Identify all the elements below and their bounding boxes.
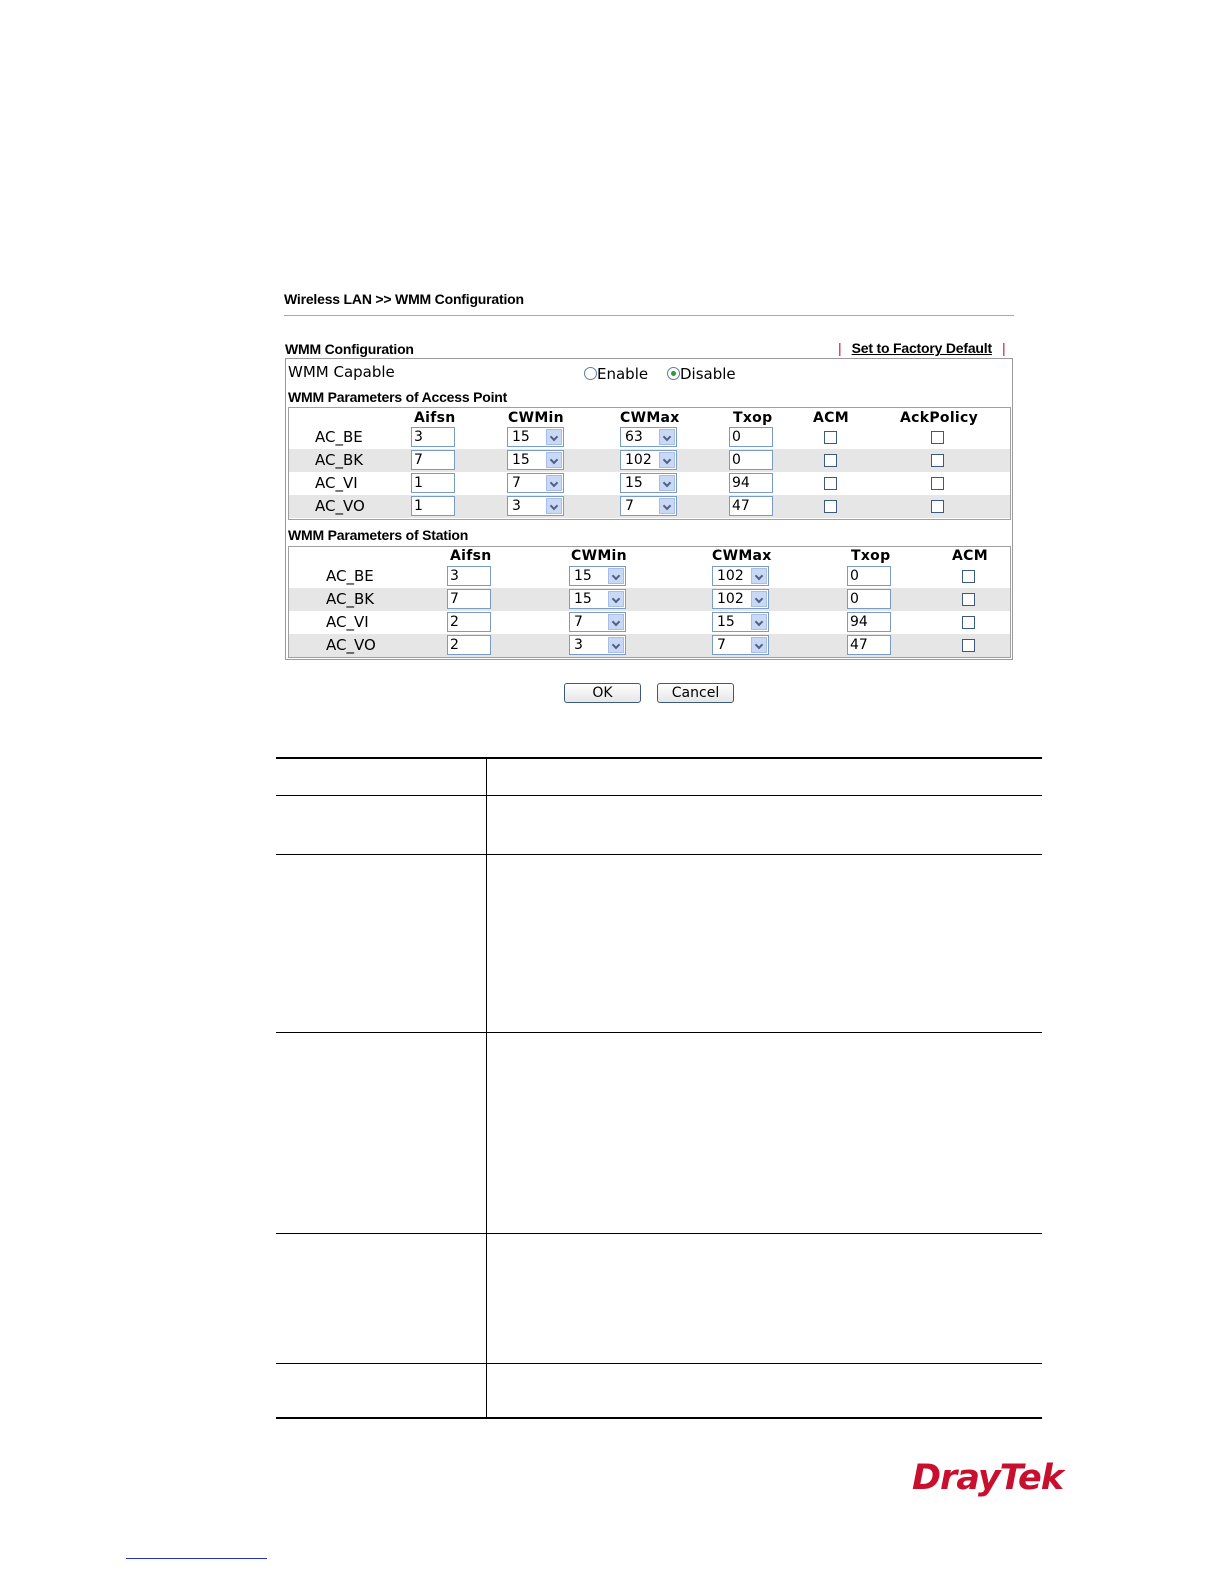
ap-params-title: WMM Parameters of Access Point [288,389,508,405]
station-cwmin-select[interactable]: 7 [569,612,626,632]
factory-default-link[interactable]: Set to Factory Default [851,340,992,356]
section-title: WMM Configuration [285,341,414,357]
desc-table-row-border [276,1032,1042,1033]
station-txop-input[interactable]: 0 [847,589,891,609]
enable-label: Enable [597,365,649,383]
factory-default-area: | Set to Factory Default | [838,340,1006,356]
station-txop-input[interactable]: 47 [847,635,891,655]
ap-row-name: AC_VI [315,474,358,492]
footer-line [126,1558,267,1559]
desc-table-header-border [276,795,1042,796]
ap-cwmax-select[interactable]: 63 [620,427,677,447]
station-header-cwmax: CWMax [712,548,772,564]
ap-acm-checkbox[interactable] [824,454,837,467]
wmm-disable-option[interactable] [667,365,736,383]
desc-table-row-border [276,1233,1042,1234]
station-cwmax-select[interactable]: 102 [712,589,769,609]
ap-aifsn-input[interactable]: 7 [411,450,455,470]
chevron-down-icon[interactable] [608,568,624,584]
station-cwmax-select[interactable]: 15 [712,612,769,632]
chevron-down-icon[interactable] [608,591,624,607]
station-row-stripe [289,634,1010,657]
ap-header-cwmax: CWMax [620,410,680,426]
ap-ackpolicy-checkbox[interactable] [931,477,944,490]
chevron-down-icon[interactable] [546,498,562,514]
chevron-down-icon[interactable] [546,429,562,445]
ap-aifsn-input[interactable]: 1 [411,473,455,493]
ap-cwmax-select[interactable]: 15 [620,473,677,493]
wmm-capable-label: WMM Capable [288,363,395,381]
station-header-cwmin: CWMin [571,548,627,564]
chevron-down-icon[interactable] [751,568,767,584]
ap-cwmin-select[interactable]: 7 [507,473,564,493]
ap-acm-checkbox[interactable] [824,500,837,513]
ap-acm-checkbox[interactable] [824,431,837,444]
station-row-name: AC_BE [326,567,374,585]
chevron-down-icon[interactable] [751,637,767,653]
station-acm-checkbox[interactable] [962,570,975,583]
ap-txop-input[interactable]: 0 [729,427,773,447]
desc-table-row-border [276,854,1042,855]
station-acm-checkbox[interactable] [962,593,975,606]
ap-txop-input[interactable]: 47 [729,496,773,516]
chevron-down-icon[interactable] [608,637,624,653]
enable-radio[interactable] [584,367,597,380]
station-params-title: WMM Parameters of Station [288,527,469,543]
chevron-down-icon[interactable] [608,614,624,630]
station-row-name: AC_VO [326,636,376,654]
ap-ackpolicy-checkbox[interactable] [931,500,944,513]
desc-table-top-border [276,757,1042,759]
ap-txop-input[interactable]: 0 [729,450,773,470]
disable-radio[interactable] [667,367,680,380]
chevron-down-icon[interactable] [546,475,562,491]
desc-table-bottom-border [276,1417,1042,1419]
desc-table-column-divider [486,757,487,1419]
station-cwmin-select[interactable]: 3 [569,635,626,655]
ap-aifsn-input[interactable]: 1 [411,496,455,516]
station-txop-input[interactable]: 94 [847,612,891,632]
station-row-stripe [289,588,1010,611]
ap-header-acm: ACM [813,410,849,426]
ok-button[interactable]: OK [564,683,641,703]
ap-cwmin-select[interactable]: 3 [507,496,564,516]
chevron-down-icon[interactable] [546,452,562,468]
station-aifsn-input[interactable]: 2 [447,612,491,632]
ap-row-name: AC_BK [315,451,364,469]
ap-row-name: AC_VO [315,497,365,515]
ap-cwmax-select[interactable]: 7 [620,496,677,516]
ap-header-cwmin: CWMin [508,410,564,426]
chevron-down-icon[interactable] [659,498,675,514]
station-cwmin-select[interactable]: 15 [569,566,626,586]
station-row-name: AC_VI [326,613,369,631]
ap-cwmin-select[interactable]: 15 [507,450,564,470]
station-row-name: AC_BK [326,590,375,608]
ap-aifsn-input[interactable]: 3 [411,427,455,447]
wmm-enable-option[interactable] [584,365,648,383]
station-header-txop: Txop [851,548,891,564]
station-header-acm: ACM [952,548,988,564]
ap-header-ackpolicy: AckPolicy [900,410,979,426]
ap-header-aifsn: Aifsn [414,410,456,426]
station-aifsn-input[interactable]: 3 [447,566,491,586]
ap-cwmax-select[interactable]: 102 [620,450,677,470]
station-acm-checkbox[interactable] [962,639,975,652]
ap-cwmin-select[interactable]: 15 [507,427,564,447]
ap-txop-input[interactable]: 94 [729,473,773,493]
ap-header-txop: Txop [733,410,773,426]
cancel-button[interactable]: Cancel [657,683,734,703]
station-cwmin-select[interactable]: 15 [569,589,626,609]
draytek-logo: DrayTek [912,1458,1064,1498]
chevron-down-icon[interactable] [751,614,767,630]
chevron-down-icon[interactable] [659,452,675,468]
ap-ackpolicy-checkbox[interactable] [931,431,944,444]
station-aifsn-input[interactable]: 7 [447,589,491,609]
divider [284,315,1014,316]
chevron-down-icon[interactable] [659,475,675,491]
ap-acm-checkbox[interactable] [824,477,837,490]
station-aifsn-input[interactable]: 2 [447,635,491,655]
breadcrumb: Wireless LAN >> WMM Configuration [284,291,524,307]
ap-row-name: AC_BE [315,428,363,446]
chevron-down-icon[interactable] [751,591,767,607]
station-cwmax-select[interactable]: 7 [712,635,769,655]
ap-ackpolicy-checkbox[interactable] [931,454,944,467]
station-txop-input[interactable]: 0 [847,566,891,586]
disable-label: Disable [680,365,736,383]
station-acm-checkbox[interactable] [962,616,975,629]
station-header-aifsn: Aifsn [450,548,492,564]
chevron-down-icon[interactable] [659,429,675,445]
station-cwmax-select[interactable]: 102 [712,566,769,586]
desc-table-row-border [276,1363,1042,1364]
